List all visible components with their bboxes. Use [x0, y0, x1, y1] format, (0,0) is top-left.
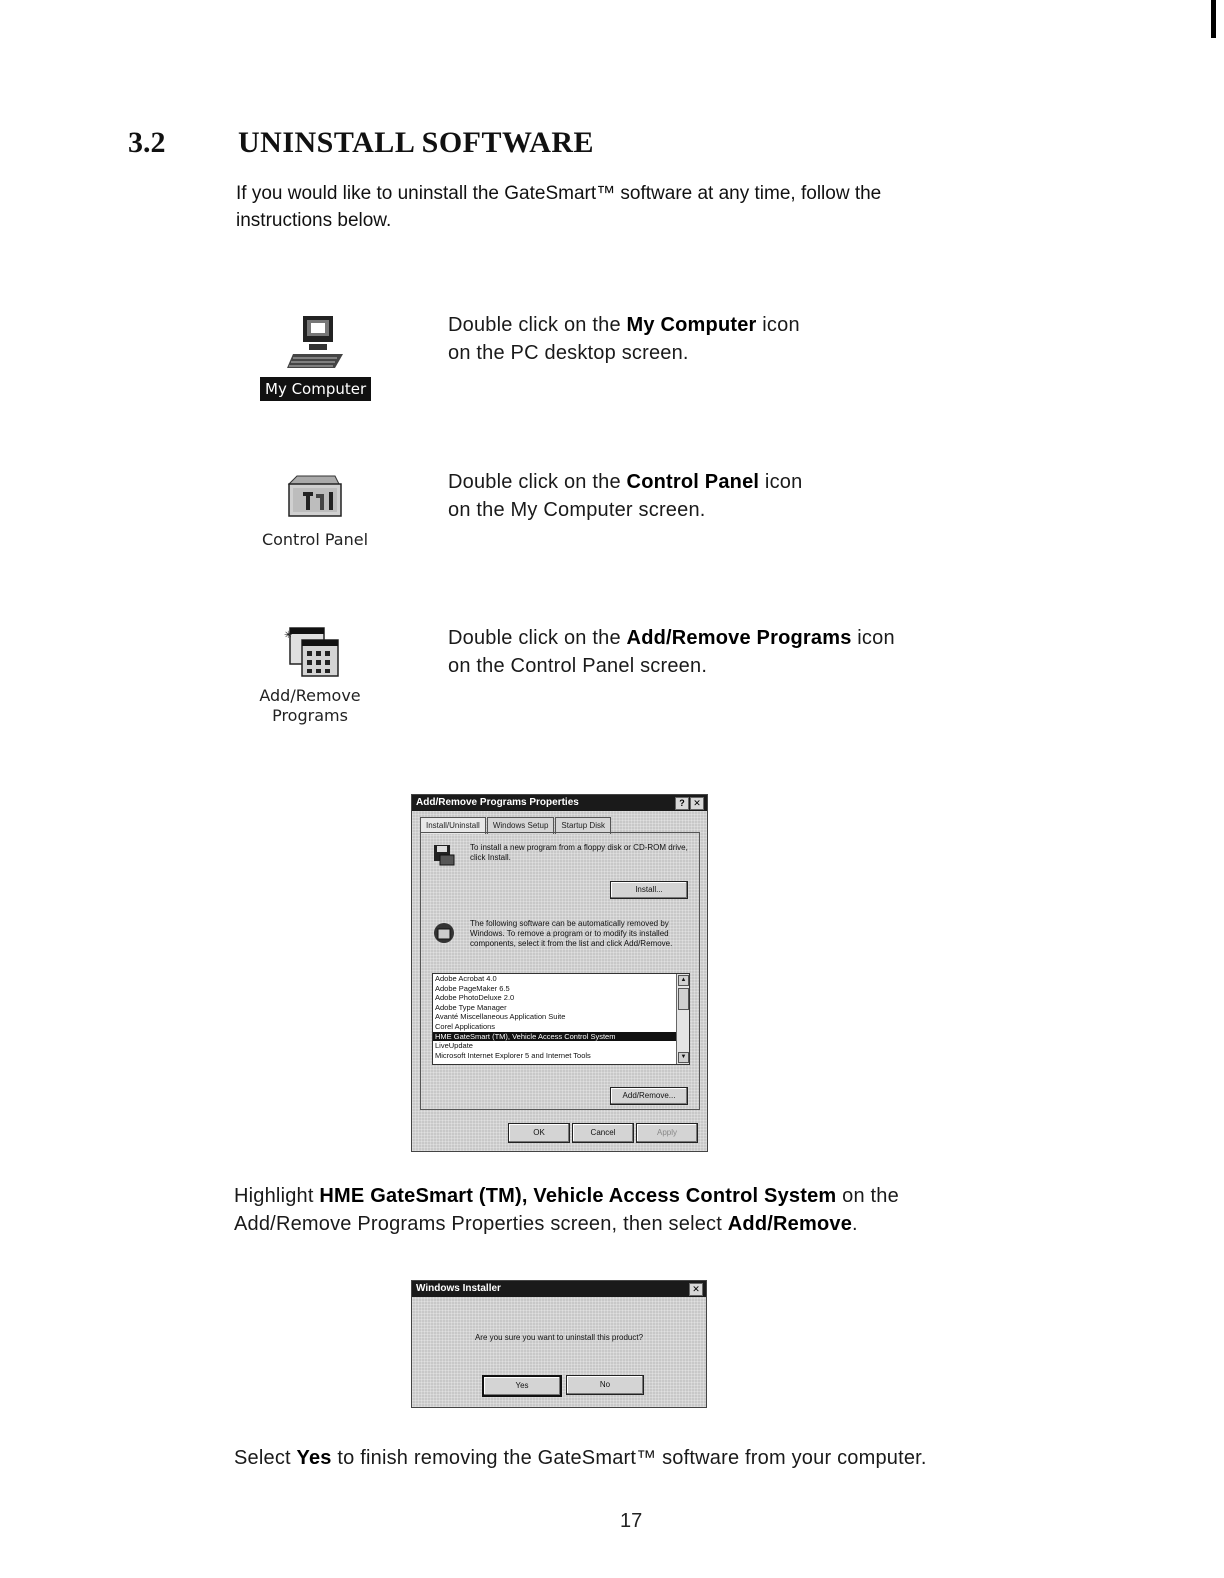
scroll-up-icon[interactable]: ▲: [678, 975, 689, 986]
no-button[interactable]: No: [566, 1375, 644, 1395]
step-2-text-line2: on the My Computer screen.: [448, 499, 706, 521]
add-remove-label-line1: Add/Remove: [259, 686, 361, 705]
highlight-line2-pre: Add/Remove Programs Properties screen, then select: [234, 1213, 728, 1235]
page-number: 17: [620, 1510, 643, 1532]
step-1-text: [448, 311, 1008, 367]
scan-edge-mark: [1211, 0, 1216, 38]
svg-text:✳: ✳: [284, 630, 293, 641]
add-remove-label-line2: Programs: [272, 706, 348, 725]
add-remove-programs-icon[interactable]: [282, 624, 342, 680]
highlight-add-remove: Add/Remove: [727, 1213, 853, 1235]
step-1-text-line2: on the PC desktop screen.: [448, 342, 689, 364]
final-pre: Select: [234, 1447, 297, 1469]
step-3-text-bold: Add/Remove Programs: [626, 627, 852, 649]
control-panel-icon[interactable]: [283, 474, 345, 522]
tab-windows-setup[interactable]: Windows Setup: [487, 817, 555, 834]
installer-title-bar: [412, 1281, 706, 1297]
list-item[interactable]: Adobe Type Manager: [435, 1002, 507, 1012]
step-2-text: [448, 468, 1008, 524]
step-3-text: [448, 624, 1048, 680]
highlight-mid: on the: [836, 1185, 899, 1207]
step-3-text-post: icon: [851, 627, 895, 649]
add-remove-programs-dialog: [411, 794, 708, 1152]
my-computer-icon[interactable]: [285, 312, 345, 374]
step-1-text-pre: Double click on the: [448, 314, 627, 336]
program-list-scrollbar[interactable]: [676, 974, 689, 1064]
install-button[interactable]: Install...: [610, 881, 688, 899]
help-icon[interactable]: ?: [675, 797, 689, 810]
add-remove-button[interactable]: Add/Remove...: [610, 1087, 688, 1105]
intro-paragraph: If you would like to uninstall the GateSmart™ software at any time, follow the instructions below.: [236, 183, 882, 231]
highlight-line2-post: .: [852, 1213, 858, 1235]
list-item[interactable]: Corel Applications: [435, 1021, 496, 1031]
list-item[interactable]: Adobe PhotoDeluxe 2.0: [435, 993, 515, 1003]
close-icon[interactable]: ✕: [690, 797, 704, 810]
windows-installer-dialog: [411, 1280, 707, 1408]
cancel-button[interactable]: Cancel: [572, 1123, 634, 1143]
yes-button[interactable]: Yes: [482, 1375, 562, 1397]
section-title: UNINSTALL SOFTWARE: [238, 126, 595, 159]
control-panel-label: Control Panel: [261, 530, 369, 549]
step-1-text-bold: My Computer: [626, 314, 757, 336]
ok-button[interactable]: OK: [508, 1123, 570, 1143]
list-item[interactable]: Adobe Acrobat 4.0: [435, 974, 497, 983]
uninstall-icon: [432, 921, 456, 945]
highlight-instruction: [234, 1182, 994, 1238]
my-computer-label: My Computer: [260, 377, 371, 401]
apply-button[interactable]: Apply: [636, 1123, 698, 1143]
highlight-pre: Highlight: [234, 1185, 320, 1207]
scroll-thumb[interactable]: [678, 988, 689, 1010]
installer-close-icon[interactable]: ✕: [689, 1283, 703, 1296]
step-3-text-line2: on the Control Panel screen.: [448, 655, 708, 677]
final-yes: Yes: [296, 1447, 332, 1469]
section-number: 3.2: [128, 126, 166, 159]
step-2-text-bold: Control Panel: [626, 471, 760, 493]
remove-instruction: The following software can be automatically removed by Windows. To remove a program or to modify its installed components, select it from the list and click Add/Remove.: [470, 919, 673, 948]
dialog-title: Add/Remove Programs Properties: [416, 797, 579, 808]
list-item[interactable]: HME GateSmart (TM), Vehicle Access Control System: [433, 1032, 676, 1042]
list-item[interactable]: LiveUpdate: [435, 1041, 473, 1051]
list-item[interactable]: Adobe PageMaker 6.5: [435, 983, 510, 993]
final-post: to finish removing the GateSmart™ software from your computer.: [331, 1447, 927, 1469]
program-list[interactable]: [432, 973, 690, 1065]
tab-panel: [420, 832, 700, 1110]
list-item[interactable]: Avanté Miscellaneous Application Suite: [435, 1012, 566, 1022]
step-1-text-post: icon: [756, 314, 800, 336]
step-3-text-pre: Double click on the: [448, 627, 627, 649]
add-remove-programs-label: [240, 686, 380, 726]
installer-question: Are you sure you want to uninstall this product?: [474, 1333, 644, 1342]
dialog-title-bar: [412, 795, 707, 811]
highlight-program-name: HME GateSmart (TM), Vehicle Access Control System: [319, 1185, 837, 1207]
install-instruction: To install a new program from a floppy disk or CD-ROM drive, click Install.: [470, 843, 688, 862]
step-2-text-pre: Double click on the: [448, 471, 627, 493]
step-2-text-post: icon: [759, 471, 803, 493]
scroll-down-icon[interactable]: ▼: [678, 1052, 689, 1063]
program-list-items: [433, 974, 689, 1060]
list-item[interactable]: Microsoft Internet Explorer 5 and Internet Tools: [435, 1050, 591, 1060]
tab-install-uninstall[interactable]: Install/Uninstall: [420, 817, 486, 834]
tab-startup-disk[interactable]: Startup Disk: [555, 817, 611, 834]
install-disk-icon: [432, 843, 456, 867]
final-instruction: [234, 1444, 1034, 1472]
installer-title: Windows Installer: [416, 1283, 501, 1294]
